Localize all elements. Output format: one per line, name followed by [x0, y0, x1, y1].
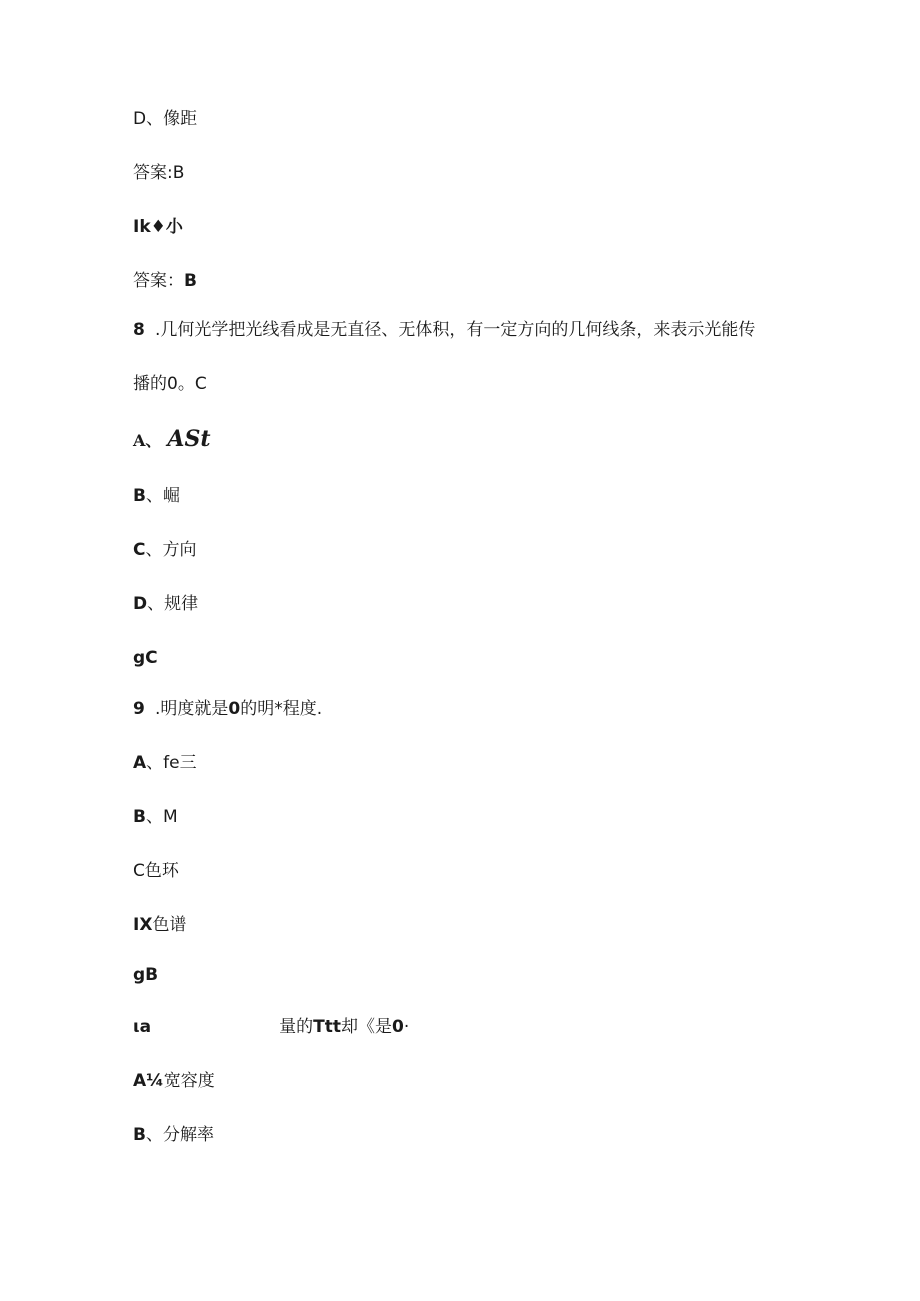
- option-text: ASt: [167, 426, 211, 452]
- question-blank: 0: [228, 699, 241, 719]
- question-10: [133, 1016, 409, 1038]
- option-text: 、崛: [145, 486, 180, 506]
- option-label: B: [133, 1125, 146, 1145]
- question-text: .几何光学把光线看成是无直径、无体积，有一定方向的几何线条，来表示光能传: [155, 320, 756, 340]
- option-text: 、规律: [147, 594, 199, 614]
- question-text-mid: 却《是: [340, 1017, 392, 1037]
- option-d: [133, 593, 198, 615]
- option-a: [133, 752, 197, 774]
- answer-text: gB: [133, 965, 159, 985]
- option-d: [133, 914, 186, 936]
- option-text: 宽容度: [163, 1071, 215, 1091]
- option-d-image-distance: [133, 108, 197, 130]
- question-text-continued: 播的0。C: [133, 374, 207, 394]
- question-9: [133, 698, 322, 720]
- option-a: [133, 1070, 215, 1092]
- option-text: 、方向: [145, 540, 197, 560]
- question-text-pre: 量的: [279, 1017, 314, 1037]
- question-number: 8: [133, 320, 145, 340]
- question-blank: 0: [391, 1017, 404, 1037]
- question-text-bold: Ttt: [313, 1017, 341, 1037]
- question-text-post: 的明*程度.: [240, 699, 323, 719]
- option-c: [133, 539, 196, 561]
- option-b: [133, 485, 180, 507]
- question-text-end: ·: [403, 1017, 410, 1037]
- option-label: A¼: [133, 1071, 164, 1091]
- option-b: [133, 1124, 214, 1146]
- answer-line: [133, 162, 184, 184]
- question-number: ιa: [133, 1017, 152, 1037]
- option-text: 色谱: [152, 915, 187, 935]
- option-text: 、fe三: [146, 753, 197, 773]
- option-text: 、M: [145, 807, 178, 827]
- option-label: B: [133, 486, 146, 506]
- answer-label: 答案：: [133, 271, 184, 291]
- answer-value: B: [184, 271, 197, 291]
- option-label: A: [133, 753, 147, 773]
- question-text-pre: .明度就是: [155, 699, 229, 719]
- option-label: IX: [133, 915, 153, 935]
- option-label: D: [133, 594, 148, 614]
- option-text: C色环: [133, 861, 179, 881]
- answer-line: [133, 647, 158, 669]
- answer-line: [133, 270, 197, 292]
- question-8: [133, 319, 755, 341]
- option-b: [133, 806, 178, 828]
- answer-line: [133, 964, 158, 986]
- answer-text: 答案:B: [133, 163, 185, 183]
- garbled-text: Ik♦小: [133, 217, 183, 237]
- option-label: A、: [133, 431, 162, 450]
- question-8-continuation: [133, 373, 207, 395]
- option-text: 、分解率: [145, 1125, 214, 1145]
- garbled-line: [133, 216, 183, 238]
- option-a: [133, 428, 211, 452]
- option-c: [133, 860, 179, 882]
- option-text: D、像距: [133, 109, 198, 129]
- answer-text: gC: [133, 648, 158, 668]
- question-number: 9: [133, 699, 145, 719]
- option-label: B: [133, 807, 146, 827]
- option-label: C: [133, 540, 146, 560]
